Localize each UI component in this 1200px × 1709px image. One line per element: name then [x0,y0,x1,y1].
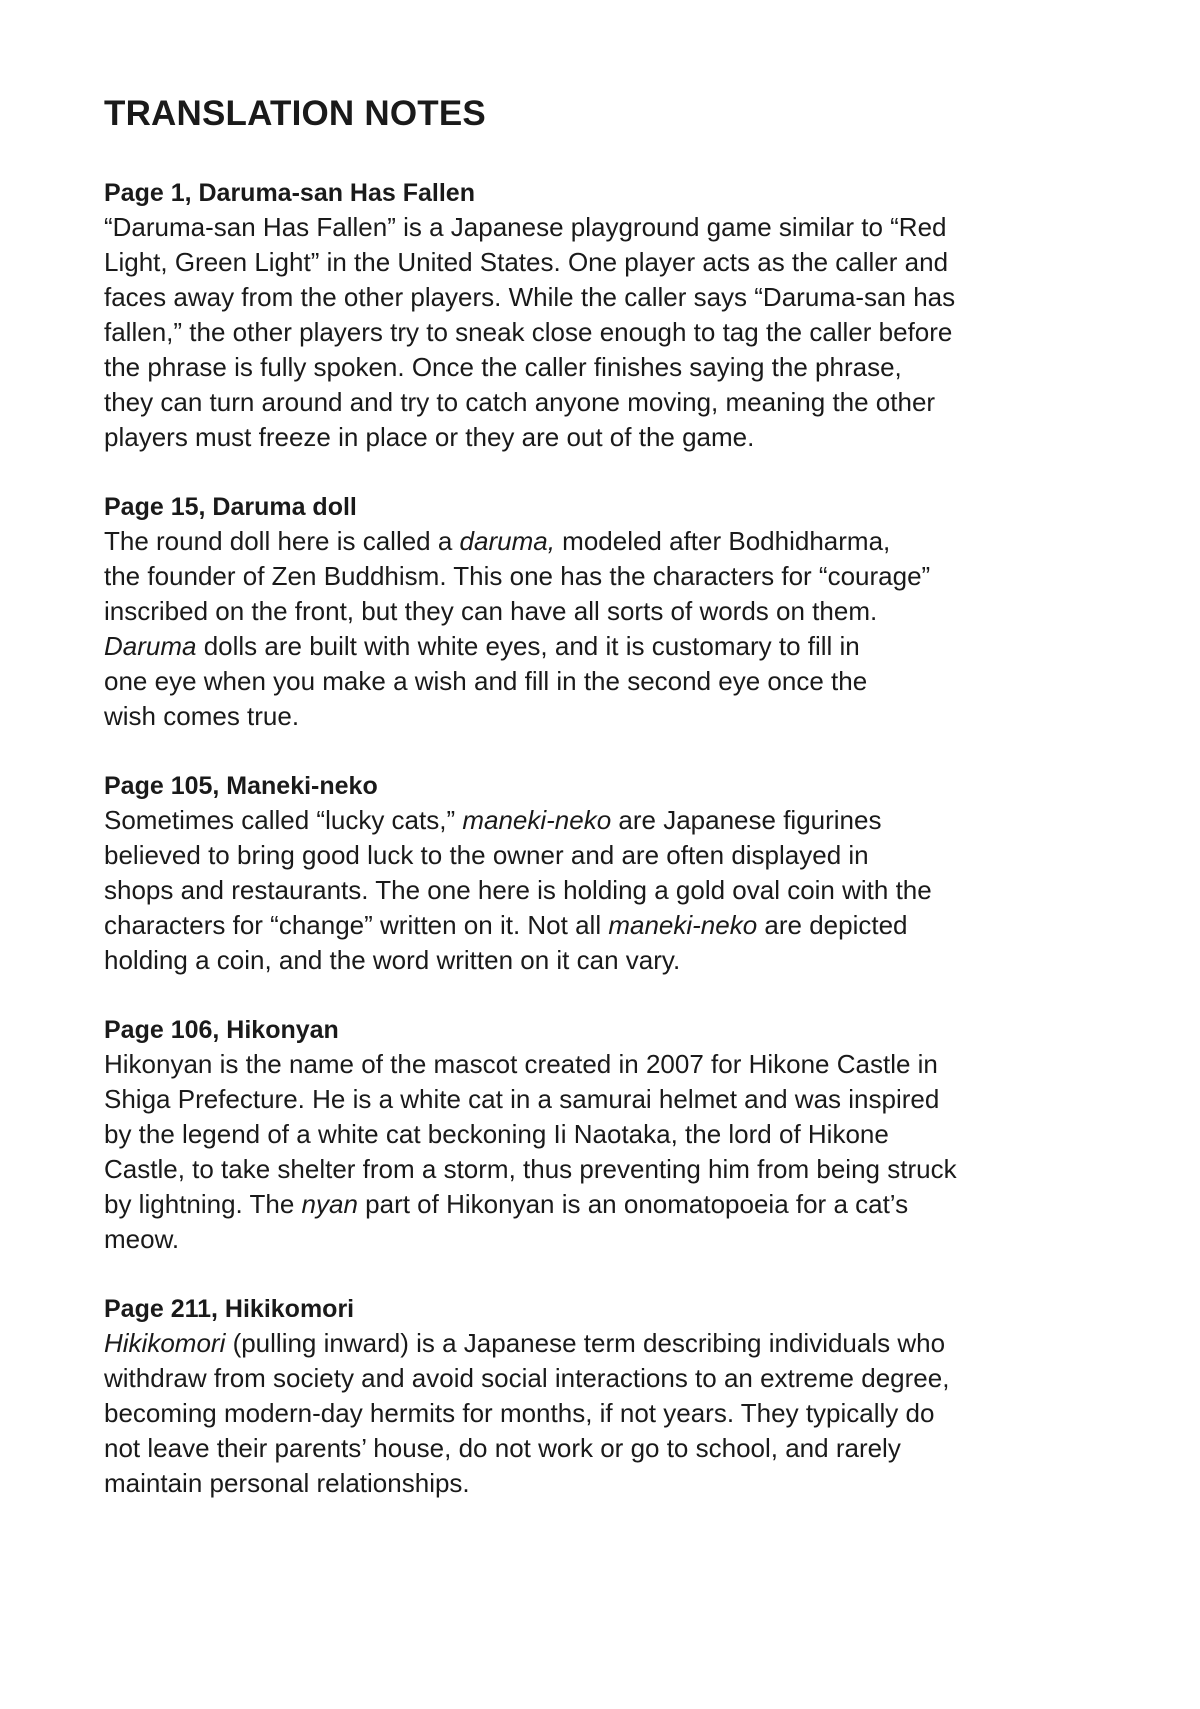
note-text: modeled after Bodhidharma, the founder of Zen Buddhism. This one has the characters for “courage” inscribed on the front, but they can have all sorts of words on them. [104,526,931,626]
translation-note [104,1292,1114,1501]
note-italic-term: maneki-neko [462,805,612,835]
note-body [104,1326,1114,1501]
note-text: “Daruma-san Has Fallen” is a Japanese playground game similar to “Red Light, Green Light” in the United States. One player acts as the caller and faces away from the other players. While the caller says “Daruma-san has fallen,” the other players try to sneak close enough to tag the caller before the phrase is fully spoken. Once the caller finishes saying the phrase, they can turn around and try to catch anyone moving, meaning the other players must freeze in place or they are out of the game. [104,212,956,452]
note-body [104,803,1114,978]
note-body [104,210,1114,455]
note-heading: Page 1, Daruma-san Has Fallen [104,179,475,207]
translation-note [104,1013,1114,1257]
note-text: (pulling inward) is a Japanese term describing individuals who withdraw from society and avoid social interactions to an extreme degree, becoming modern-day hermits for months, if not years. They typically do not leave their parents’ house, do not work or go to school, and rarely maintain personal relationships. [104,1328,950,1498]
note-italic-term: maneki-neko [608,910,758,940]
note-heading: Page 106, Hikonyan [104,1016,339,1044]
note-text: Sometimes called “lucky cats,” [104,805,463,835]
notes-list [104,176,1114,1501]
note-italic-term: Hikikomori [104,1328,226,1358]
note-heading: Page 211, Hikikomori [104,1295,355,1323]
note-italic-term: daruma, [459,526,555,556]
note-text: are depicted holding a coin, and the word written on it can vary. [104,910,908,975]
note-text: The round doll here is called a [104,526,460,556]
note-text: Hikonyan is the name of the mascot created in 2007 for Hikone Castle in Shiga Prefecture. He is a white cat in a samurai helmet and was inspired by the legend of a white cat beckoning Ii Naotaka, the lord of Hikone Castle, to take shelter from a storm, thus preventing him from being struck by lightning. The [104,1049,957,1219]
note-text: are Japanese figurines believed to bring good luck to the owner and are often displayed in shops and restaurants. The one here is holding a gold oval coin with the characters for “change” written on it. Not all [104,805,932,940]
note-body [104,524,1114,734]
note-heading: Page 15, Daruma doll [104,493,357,521]
note-text: dolls are built with white eyes, and it is customary to fill in one eye when you make a wish and fill in the second eye once the wish comes true. [104,631,868,731]
note-italic-term: Daruma [104,631,197,661]
translation-notes-page [104,92,1114,1536]
note-text: part of Hikonyan is an onomatopoeia for a cat’s meow. [104,1189,909,1254]
translation-note [104,490,1114,734]
page-title: TRANSLATION NOTES [104,94,486,133]
note-body [104,1047,1114,1257]
translation-note [104,176,1114,455]
note-heading: Page 105, Maneki-neko [104,772,378,800]
translation-note [104,769,1114,978]
note-italic-term: nyan [301,1189,358,1219]
